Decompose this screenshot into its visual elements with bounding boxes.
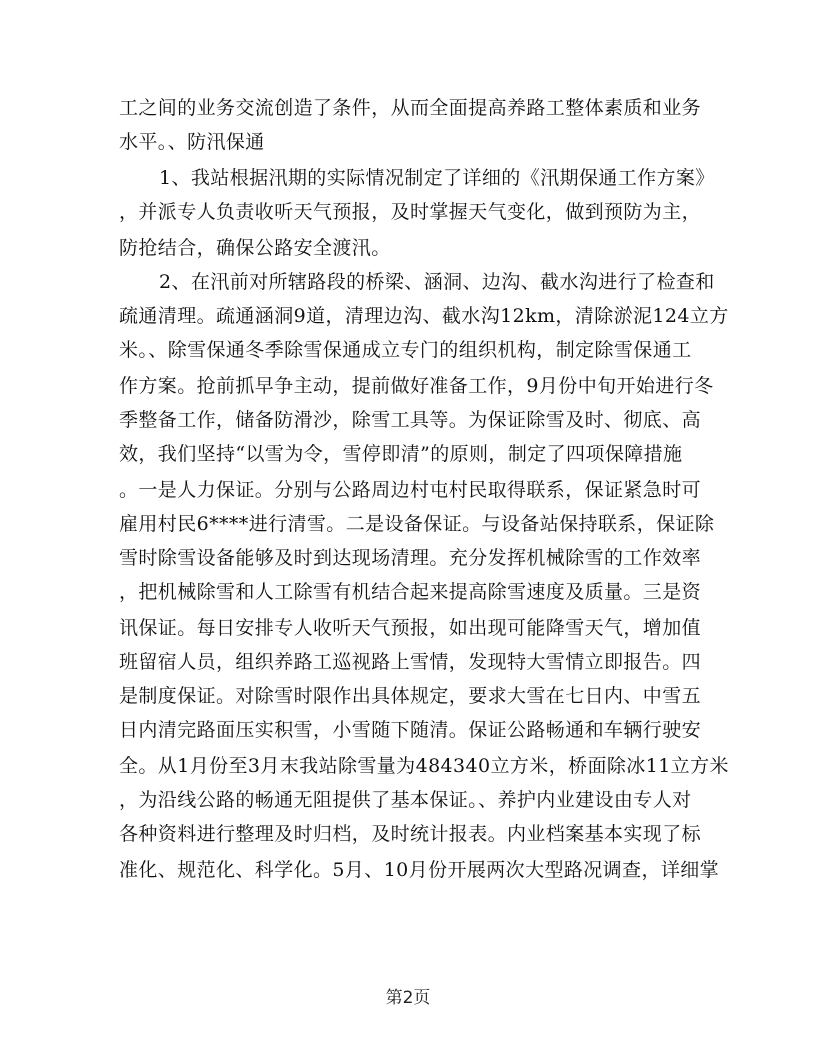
text-line: 是制度保证。对除雪时限作出具体规定，要求大雪在七日内、中雪五 — [119, 685, 702, 707]
text-line: 班留宿人员，组织养路工巡视路上雪情，发现特大雪情立即报告。四 — [119, 651, 702, 673]
text-line: ，并派专人负责收听天气预报，及时掌握天气变化，做到预防为主， — [119, 201, 702, 223]
page-number: 第2页 — [385, 988, 431, 1008]
text-line: ，为沿线公路的畅通无阻提供了基本保证。、养护内业建设由专人对 — [119, 789, 692, 811]
text-line: 工之间的业务交流创造了条件，从而全面提高养路工整体素质和业务 — [119, 97, 702, 119]
text-line: 准化、规范化、科学化。5月、10月份开展两次大型路况调查，详细掌 — [119, 859, 720, 881]
text-line: 全。从1月份至3月末我站除雪量为484340立方米，桥面除冰11立方米 — [119, 755, 729, 777]
text-line: 日内清完路面压实积雪，小雪随下随清。保证公路畅通和车辆行驶安 — [119, 719, 702, 741]
text-line: 讯保证。每日安排专人收听天气预报，如出现可能降雪天气，增加值 — [119, 617, 702, 639]
text-line: 水平。、防汛保通 — [119, 131, 265, 153]
text-line: 季整备工作，储备防滑沙，除雪工具等。为保证除雪及时、彻底、高 — [119, 409, 702, 431]
text-line: 雇用村民6****进行清雪。二是设备保证。与设备站保持联系，保证除 — [119, 513, 715, 535]
text-line: 防抢结合，确保公路安全渡汛。 — [119, 237, 391, 259]
text-line: 。一是人力保证。分别与公路周边村屯村民取得联系，保证紧急时可 — [119, 479, 702, 501]
text-line: 效，我们坚持“以雪为令，雪停即清”的原则，制定了四项保障措施 — [119, 443, 683, 465]
text-line: 疏通清理。疏通涵洞9道，清理边沟、截水沟12km，清除淤泥124立方 — [119, 305, 729, 327]
text-line: 1、我站根据汛期的实际情况制定了详细的《汛期保通工作方案》 — [159, 167, 715, 189]
text-line: 作方案。抢前抓早争主动，提前做好准备工作，9月份中旬开始进行冬 — [119, 375, 714, 397]
text-line: 各种资料进行整理及时归档，及时统计报表。内业档案基本实现了标 — [119, 823, 702, 845]
text-line: 雪时除雪设备能够及时到达现场清理。充分发挥机械除雪的工作效率 — [119, 547, 702, 569]
text-line: 2、在汛前对所辖路段的桥梁、涵洞、边沟、截水沟进行了检查和 — [159, 271, 715, 293]
text-line: ，把机械除雪和人工除雪有机结合起来提高除雪速度及质量。三是资 — [119, 581, 702, 603]
text-line: 米。、除雪保通冬季除雪保通成立专门的组织机构，制定除雪保通工 — [119, 339, 692, 361]
